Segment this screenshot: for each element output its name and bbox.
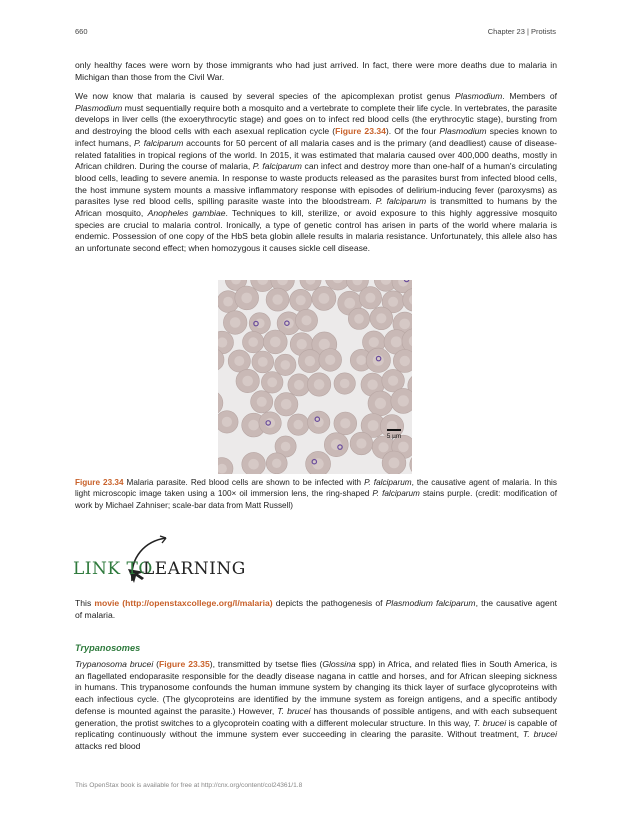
paragraph-1 bbox=[75, 60, 557, 83]
paragraph-2-text: We now know that malaria is caused by several species of the apicomplexan protist genus Plasmodium. Members of Plasmodium must sequentially require both a mosquito and a vertebrate to complete their life cycle. In vertebrates, the parasite develops in liver cells (the exoerythrocytic stage) and goes on to infect red blood cells (the erythrocytic stage), bursting from and destroying the blood cells with each asexual replication cycle (Figure 23.34). Of the four Plasmodium species known to infect humans, P. falciparum accounts for 50 percent of all malaria cases and is the primary (and deadliest) cause of disease-related fatalities in tropical regions of the world. In 2015, it was estimated that malaria caused over 400,000 deaths, mostly in African children. During the course of malaria, P. falciparum can infect and destroy more than one-half of a human's circulating blood cells, leading to severe anemia. In response to waste products released as the parasites burst from infected blood cells, the host immune system mounts a massive inflammatory response with episodes of delirium-inducing fever (paroxysms) as parasites lyse red blood cells, spilling parasite waste into the bloodstream. P. falciparum is transmitted to humans by the African mosquito, Anopheles gambiae. Techniques to kill, sterilize, or avoid exposure to this highly aggressive mosquito species are crucial to malaria control. Ironically, a type of genetic control has arisen in parts of the world where malaria is endemic. Possession of one copy of the HbS beta globin allele results in malaria resistance. Unfortunately, this allele also has an unfortunate second effect; when homozygous it causes sickle cell disease. bbox=[75, 91, 558, 254]
red-blood-cell-center bbox=[281, 360, 291, 370]
red-blood-cell-center bbox=[248, 337, 258, 347]
red-blood-cell-center bbox=[400, 356, 410, 366]
red-blood-cell-center bbox=[340, 379, 350, 389]
figure-label: Figure 23.34 bbox=[75, 478, 124, 487]
scale-bar-label: 5 µm bbox=[386, 433, 402, 440]
red-blood-cell-center bbox=[248, 420, 259, 431]
red-blood-cell-center bbox=[297, 339, 307, 349]
red-blood-cell-center bbox=[356, 438, 366, 448]
red-blood-cell-center bbox=[376, 313, 386, 323]
scale-bar bbox=[381, 429, 407, 440]
malaria-movie-link[interactable]: movie (http://openstaxcollege.org/l/malaria) bbox=[94, 598, 273, 608]
red-blood-cell-center bbox=[368, 420, 379, 431]
logo-word-learning: LEARNING bbox=[143, 559, 246, 579]
blood-smear-image bbox=[218, 280, 412, 474]
red-blood-cell-center bbox=[222, 417, 232, 427]
red-blood-cell-center bbox=[391, 336, 402, 347]
malaria-micrograph bbox=[218, 280, 412, 474]
paragraph-1-text: only healthy faces were worn by those immigrants who had just arrived. In fact, there were more deaths due to malaria in Michigan than those from the Civil War. bbox=[75, 60, 557, 82]
red-blood-cell-center bbox=[398, 442, 409, 453]
red-blood-cell-center bbox=[230, 317, 241, 328]
link-to-learning-text bbox=[75, 598, 557, 621]
red-blood-cell-center bbox=[294, 420, 304, 430]
red-blood-cell-center bbox=[248, 459, 259, 470]
trypanosomes-paragraph bbox=[75, 659, 557, 753]
red-blood-cell-center bbox=[223, 297, 233, 307]
red-blood-cell-center bbox=[325, 355, 335, 365]
red-blood-cell-center bbox=[281, 399, 292, 410]
red-blood-cell-center bbox=[314, 379, 325, 390]
red-blood-cell-center bbox=[369, 337, 379, 347]
figure-23-35-link[interactable]: Figure 23.35 bbox=[159, 659, 210, 669]
red-blood-cell-center bbox=[365, 293, 375, 303]
red-blood-cell-center bbox=[399, 319, 410, 330]
red-blood-cell-center bbox=[378, 442, 388, 452]
link-to-learning-logo bbox=[70, 535, 246, 587]
red-blood-cell-center bbox=[305, 356, 315, 366]
red-blood-cell-center bbox=[344, 298, 355, 309]
section-heading-trypanosomes: Trypanosomes bbox=[75, 643, 141, 653]
trypanosomes-text: Trypanosoma brucei (Figure 23.35), transmitted by tsetse flies (Glossina spp) in Africa, and related flies in South America, is an flagellated endoparasite responsible for the deadly disease nagana in cattle and horses, and for African sleeping sickness in humans. This trypanosome confounds the human immune system by changing its thick layer of surface glycoproteins with each infectious cycle. (The glycoproteins are identified by the immune system as foreign antigens, and a specific antibody defense is mounted against the parasite.) However, T. brucei has thousands of possible antigens, and with each subsequent generation, the protist switches to a glycoprotein coating with a different molecular structure. In this way, T. brucei is capable of replicating continuously without the immune system ever succeeding in clearing the parasite. Without treatment, T. brucei attacks red blood bbox=[75, 659, 558, 751]
logo-word-link: LINK TO bbox=[73, 559, 153, 579]
red-blood-cell-center bbox=[302, 315, 312, 325]
red-blood-cell-center bbox=[255, 319, 265, 329]
red-blood-cell-center bbox=[267, 377, 277, 387]
red-blood-cell-center bbox=[242, 376, 253, 387]
red-blood-cell-center bbox=[296, 295, 306, 305]
red-blood-cell-center bbox=[388, 376, 398, 386]
red-blood-cell-center bbox=[389, 458, 400, 469]
red-blood-cell-center bbox=[272, 294, 282, 304]
red-blood-cell-center bbox=[388, 297, 398, 307]
red-blood-cell-center bbox=[367, 380, 377, 390]
red-blood-cell-center bbox=[281, 442, 291, 452]
scale-bar-line bbox=[387, 429, 401, 431]
page-number: 660 bbox=[75, 27, 88, 36]
red-blood-cell-center bbox=[340, 418, 350, 428]
figure-23-34-link[interactable]: Figure 23.34 bbox=[335, 126, 386, 137]
red-blood-cell-center bbox=[257, 397, 267, 407]
red-blood-cell-center bbox=[375, 398, 386, 409]
red-blood-cell-center bbox=[258, 357, 268, 367]
red-blood-cell-center bbox=[241, 293, 252, 304]
red-blood-cell-center bbox=[294, 380, 304, 390]
red-blood-cell-center bbox=[319, 293, 330, 304]
red-blood-cell-center bbox=[354, 314, 364, 324]
red-blood-cell-center bbox=[272, 459, 281, 468]
red-blood-cell-center bbox=[319, 339, 330, 350]
chapter-title: Chapter 23 | Protists bbox=[487, 27, 556, 36]
red-blood-cell-center bbox=[356, 355, 366, 365]
paragraph-2 bbox=[75, 91, 557, 255]
figure-caption: Figure 23.34 Malaria parasite. Red blood cells are shown to be infected with P. falciparum, the causative agent of malaria. In this light microscopic image taken using a 100× oil immersion lens, the ring-shaped P. falciparum stains purple. (credit: modification of work by Michael Zahniser; scale-bar data from Matt Russell) bbox=[75, 478, 557, 510]
link-to-learning-paragraph: This movie (http://openstaxcollege.org/l/malaria) depicts the pathogenesis of Plasmodium falciparum, the causative agent of malaria. bbox=[75, 598, 557, 620]
page-footer: This OpenStax book is available for free at http://cnx.org/content/col24361/1.8 bbox=[75, 782, 303, 789]
red-blood-cell-center bbox=[234, 356, 244, 366]
red-blood-cell-center bbox=[398, 395, 409, 406]
red-blood-cell-center bbox=[270, 337, 281, 348]
